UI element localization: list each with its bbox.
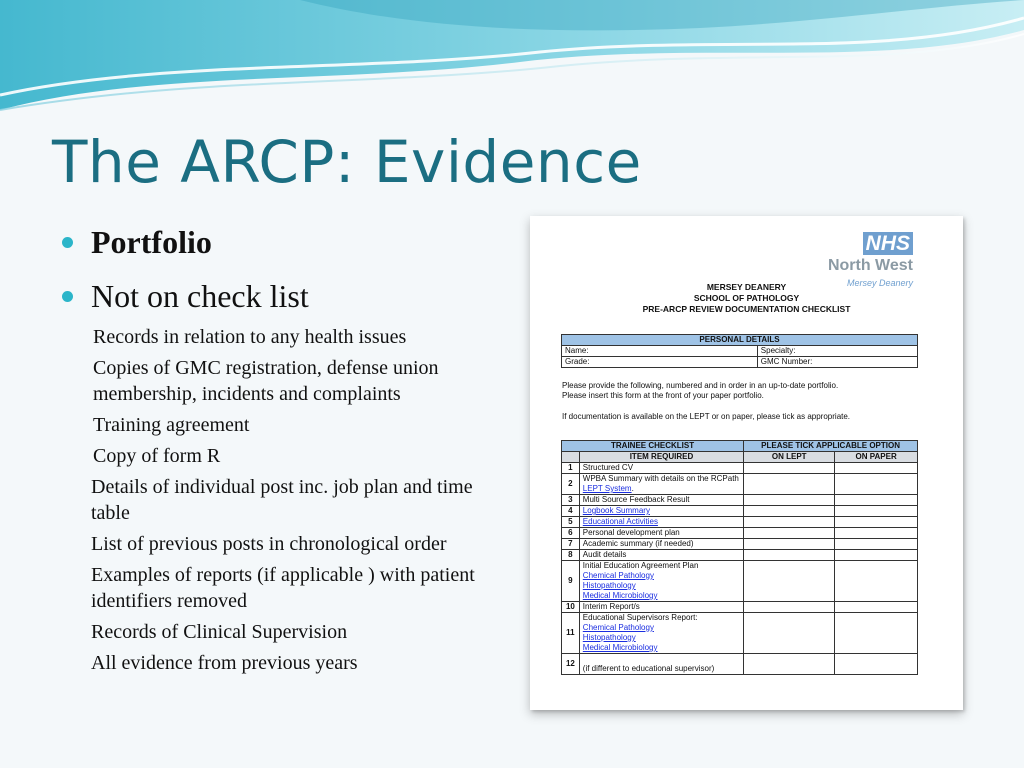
bullet-label: Portfolio [91,224,212,260]
sub-item: Copies of GMC registration, defense union membership, incidents and complaints [93,357,439,405]
educational-activities-link[interactable]: Educational Activities [582,517,658,526]
sub-item: Copy of form R [93,445,221,467]
table-row: 8 Audit details [562,550,918,561]
grade-label: Grade: [562,357,758,368]
bullet-portfolio [62,222,502,262]
table-row: 4 Logbook Summary [562,506,918,517]
trainee-checklist-table [561,440,918,675]
sub-item: Records in relation to any health issues [93,326,407,348]
sub-item: Training agreement [93,414,250,436]
logbook-summary-link[interactable]: Logbook Summary [582,506,650,515]
table-row: 3 Multi Source Feedback Result [562,495,918,506]
gmc-label: GMC Number: [757,357,917,368]
table-row: 1 Structured CV [562,463,918,474]
table-row: 7 Academic summary (if needed) [562,539,918,550]
document-heading: SCHOOL OF PATHOLOGY [693,293,800,303]
bullet-label: Not on check list [91,278,309,314]
nhs-subregion-name: Mersey Deanery [846,278,913,288]
table-row: 12 (if different to educational supervisor) [562,654,918,675]
header-wave-decoration [0,0,1024,120]
sub-item: Examples of reports (if applicable ) with patient identifiers removed [91,564,475,612]
table-row: 10 Interim Report/s [562,602,918,613]
table-row: 6 Personal development plan [562,528,918,539]
bullet-dot-icon [62,237,73,248]
checklist-document-image [530,216,963,710]
sub-item: Records of Clinical Supervision [91,621,348,643]
personal-details-table [561,334,918,368]
instruction-line: Please provide the following, numbered and in order in an up-to-date portfolio. [562,381,839,390]
name-label: Name: [562,346,758,357]
table-row: 2 WPBA Summary with details on the RCPath LEPT System. [562,474,918,495]
instruction-line: Please insert this form at the front of your paper portfolio. [562,391,764,400]
table-row: 11 Educational Supervisors Report: Chemical Pathology Histopathology Medical Microbiology [562,613,918,654]
col-on-lept: ON LEPT [744,452,835,463]
sub-item: Details of individual post inc. job plan and time table [91,476,473,524]
slide-title: The ARCP: Evidence [52,128,642,196]
checklist-header-right: PLEASE TICK APPLICABLE OPTION [744,441,918,452]
table-row: 9 Initial Education Agreement Plan Chemical Pathology Histopathology Medical Microbiology [562,561,918,602]
document-heading: PRE-ARCP REVIEW DOCUMENTATION CHECKLIST [642,304,851,314]
specialty-label: Specialty: [757,346,917,357]
bullet-list [62,222,502,681]
bullet-dot-icon [62,291,73,302]
bullet-not-on-check-list [62,276,502,316]
document-headings [530,282,963,315]
sub-item: All evidence from previous years [91,652,358,674]
col-item-required: ITEM REQUIRED [579,452,743,463]
table-row: 5 Educational Activities [562,517,918,528]
col-on-paper: ON PAPER [835,452,918,463]
sub-item: List of previous posts in chronological order [91,533,447,555]
personal-details-header: PERSONAL DETAILS [562,335,918,346]
instruction-line: If documentation is available on the LEPT or on paper, please tick as appropriate. [562,412,851,421]
nhs-logo: NHS [863,232,913,255]
document-heading: MERSEY DEANERY [706,282,787,292]
checklist-header-left: TRAINEE CHECKLIST [562,441,744,452]
nhs-region-name: North West [827,257,913,274]
